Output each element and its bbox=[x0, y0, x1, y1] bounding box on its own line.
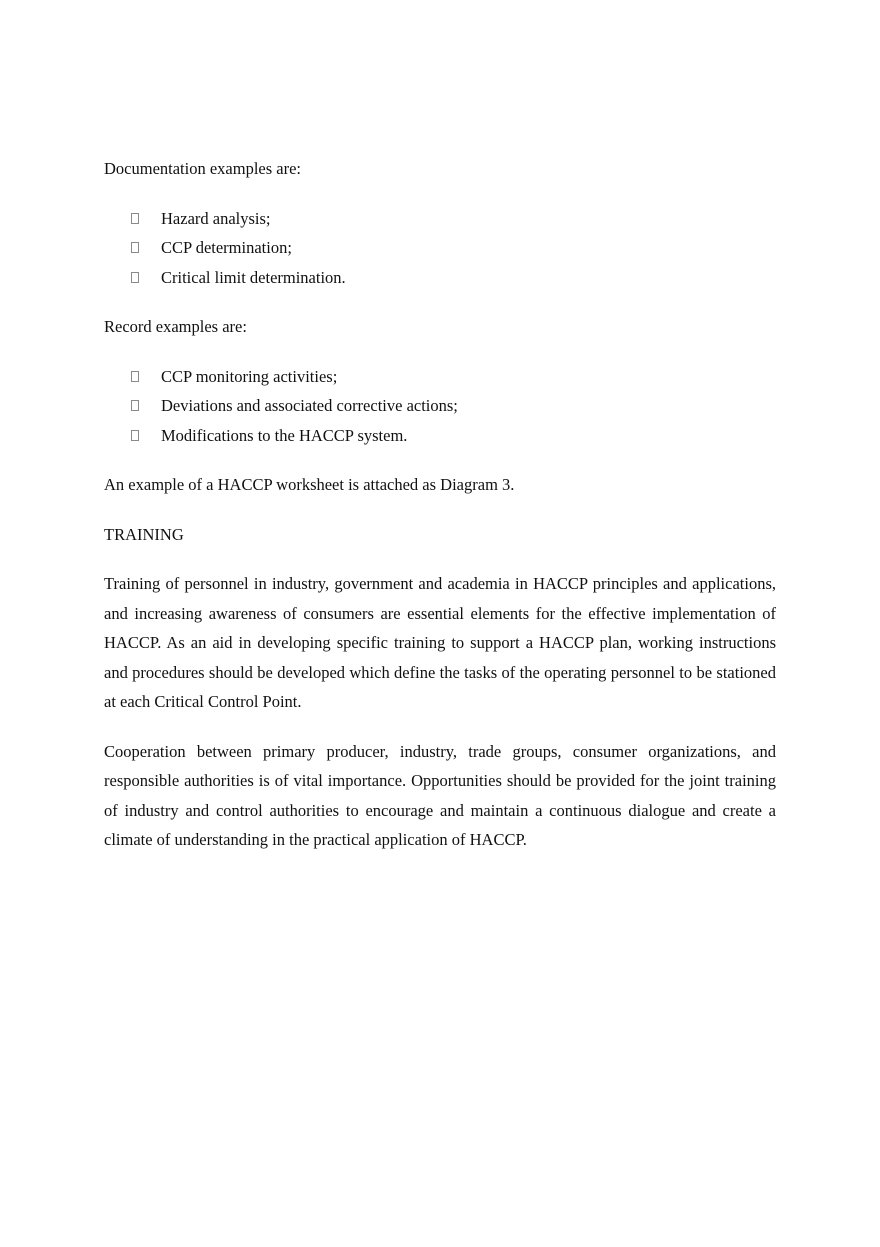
worksheet-note: An example of a HACCP worksheet is attached as Diagram 3. bbox=[104, 475, 515, 494]
list-item bbox=[104, 204, 776, 234]
list-item-text: Hazard analysis; bbox=[161, 208, 271, 228]
bullet-box-icon bbox=[131, 430, 139, 441]
section-heading-training: TRAINING bbox=[104, 524, 184, 544]
list-item-text: CCP determination; bbox=[161, 238, 292, 257]
bullet-box-icon bbox=[131, 400, 139, 411]
training-paragraph-2: Cooperation between primary producer, industry, trade groups, consumer organizations, and responsible authorities is of vital importance. Opportunities should be provided for the joint training of industry and control authorities to encourage and maintain a continuous dialogue and create a climate of understanding in the practical application of HACCP. bbox=[104, 741, 776, 849]
document-page bbox=[104, 154, 776, 855]
list-item-text: Deviations and associated corrective actions; bbox=[161, 396, 458, 415]
list-item bbox=[104, 263, 776, 293]
bullet-box-icon bbox=[131, 213, 139, 224]
list-item-text: Modifications to the HACCP system. bbox=[161, 425, 408, 445]
bullet-box-icon bbox=[131, 242, 139, 253]
list-item-text: Critical limit determination. bbox=[161, 267, 346, 287]
list-item bbox=[104, 233, 776, 263]
bullet-box-icon bbox=[131, 371, 139, 382]
records-intro: Record examples are: bbox=[104, 317, 247, 336]
documentation-list bbox=[104, 204, 776, 293]
training-paragraph-1: Training of personnel in industry, government and academia in HACCP principles and applications, and increasing awareness of consumers are essential elements for the effective implementation of HACCP. As an aid in developing specific training to support a HACCP plan, working instructions and procedures should be developed which define the tasks of the operating personnel to be stationed at each Critical Control Point. bbox=[104, 574, 776, 711]
list-item bbox=[104, 421, 776, 451]
list-item bbox=[104, 362, 776, 392]
list-item-text: CCP monitoring activities; bbox=[161, 366, 338, 386]
records-list bbox=[104, 362, 776, 451]
documentation-intro: Documentation examples are: bbox=[104, 159, 302, 178]
list-item bbox=[104, 391, 776, 421]
bullet-box-icon bbox=[131, 272, 139, 283]
